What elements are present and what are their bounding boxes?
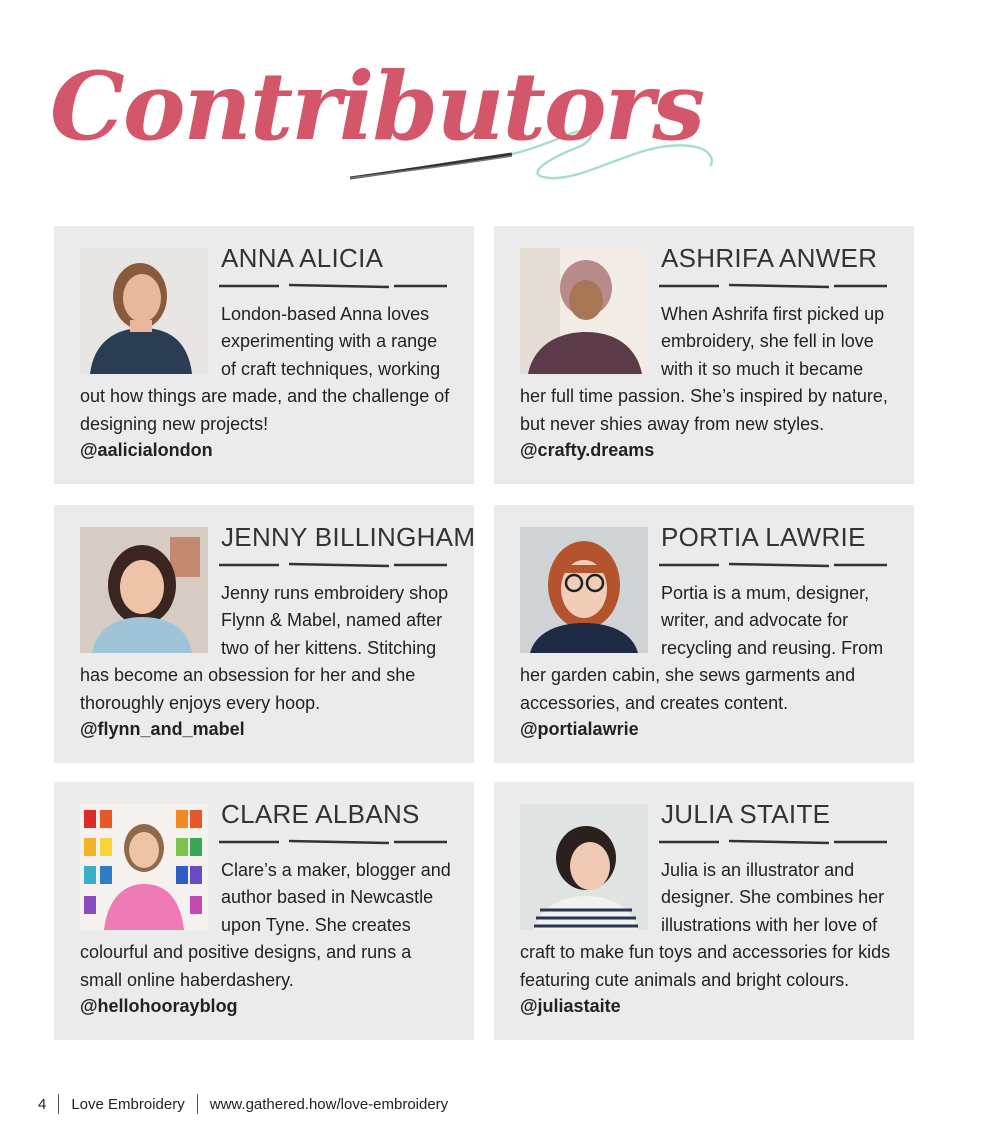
contributor-handle[interactable]: @portialawrie — [520, 719, 639, 739]
bio-text: London-based Anna loves experimenting with a range of craft techniques, working out how things are made, and the challenge of designing new projects! — [80, 304, 450, 434]
contributor-name: PORTIA LAWRIE — [661, 522, 866, 552]
contributor-name: ANNA ALICIA — [221, 243, 384, 273]
footer-divider — [58, 1094, 59, 1114]
contributor-handle[interactable]: @hellohoorayblog — [80, 996, 238, 1016]
divider-rule — [659, 282, 889, 290]
bio-text: Portia is a mum, designer, writer, and advocate for recycling and reusing. From her garden cabin, she sews garments and accessories, and creates content. — [520, 583, 884, 713]
magazine-name: Love Embroidery — [71, 1095, 185, 1113]
divider-rule — [659, 838, 889, 846]
contributor-bio — [520, 857, 892, 994]
contributor-handle[interactable]: @flynn_and_mabel — [80, 719, 245, 739]
divider-rule — [219, 561, 449, 569]
divider-rule — [219, 838, 449, 846]
page-number: 4 — [38, 1095, 47, 1113]
contributor-card-julia-staite — [494, 782, 914, 1040]
contributor-card-ashrifa-anwer — [494, 226, 914, 484]
title-area — [50, 52, 750, 200]
contributor-bio — [80, 301, 452, 438]
bio-text: Jenny runs embroidery shop Flynn & Mabel, named after two of her kittens. Stitching has become an obsession for her and she thoroughly enjoys every hoop. — [80, 583, 449, 713]
contributor-bio — [80, 580, 452, 717]
contributor-card-jenny-billingham — [54, 505, 474, 763]
contributor-bio — [80, 857, 452, 994]
divider-rule — [219, 282, 449, 290]
contributor-name: CLARE ALBANS — [221, 799, 420, 829]
contributor-handle[interactable]: @crafty.dreams — [520, 440, 655, 460]
contributor-bio — [520, 580, 892, 717]
contributor-name: ASHRIFA ANWER — [661, 243, 878, 273]
contributor-handle[interactable]: @juliastaite — [520, 996, 621, 1016]
page-title: Contributors — [50, 52, 704, 162]
contributor-handle[interactable]: @aalicialondon — [80, 440, 213, 460]
footer-divider — [197, 1094, 198, 1114]
contributor-card-portia-lawrie — [494, 505, 914, 763]
contributor-name: JENNY BILLINGHAM — [221, 522, 476, 552]
contributor-name: JULIA STAITE — [661, 799, 831, 829]
contributor-card-anna-alicia — [54, 226, 474, 484]
bio-text: When Ashrifa first picked up embroidery, she fell in love with it so much it became her full time passion. She’s inspired by nature, but never shies away from new styles. — [520, 304, 888, 434]
website-link[interactable]: www.gathered.how/love-embroidery — [209, 1095, 449, 1113]
bio-text: Julia is an illustrator and designer. She combines her illustrations with her love of craft to make fun toys and accessories for kids featuring cute animals and bright colours. — [520, 860, 891, 990]
bio-text: Clare’s a maker, blogger and author based in Newcastle upon Tyne. She creates colourful and positive designs, and runs a small online haberdashery. — [80, 860, 451, 990]
contributor-card-clare-albans — [54, 782, 474, 1040]
page-footer — [38, 1094, 448, 1114]
divider-rule — [659, 561, 889, 569]
contributor-bio — [520, 301, 892, 438]
